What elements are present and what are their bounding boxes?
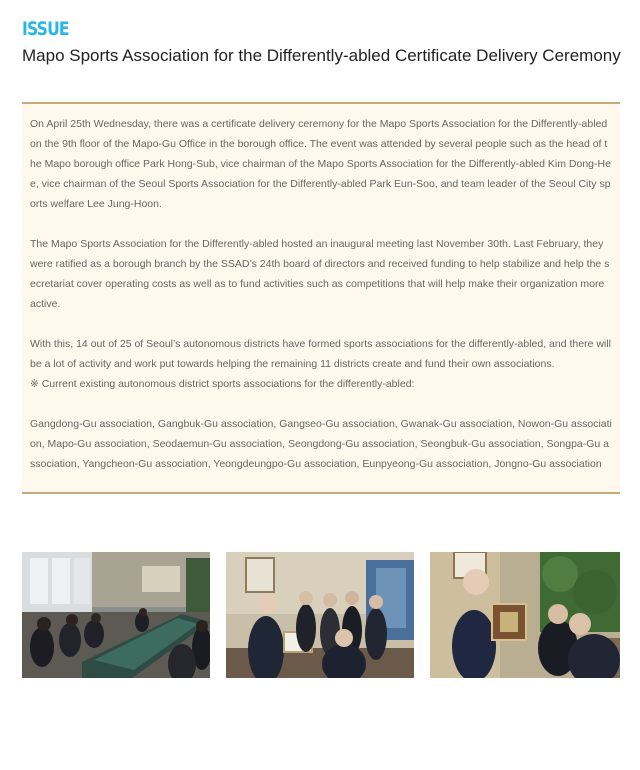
article-paragraph-3: With this, 14 out of 25 of Seoul’s autonomous districts have formed sports associations for the differently-abled, and there will be a lot of activity and work put towards helping the remaining 11 districts create and fund their own associations.	[30, 338, 611, 370]
district-list: Gangdong-Gu association, Gangbuk-Gu association, Gangseo-Gu association, Gwanak-Gu association, Nowon-Gu association, Mapo-Gu association, Seodaemun-Gu association, Seongdong-Gu association, Seongbuk-Gu association, Songpa-Gu association, Yangcheon-Gu association, Yeongdeungpo-Gu association, Eunpyeong-Gu association, Jongno-Gu association	[30, 418, 612, 470]
district-list-note: ※ Current existing autonomous district sports associations for the differently-abled:	[30, 378, 415, 390]
section-label: ISSUE	[22, 18, 69, 40]
article-title: Mapo Sports Association for the Differently-abled Certificate Delivery Ceremony	[22, 46, 621, 65]
article-paragraph-1: On April 25th Wednesday, there was a certificate delivery ceremony for the Mapo Sports Association for the Differently-abled on the 9th floor of the Mapo-Gu Office in the borough office. The event was attended by several people such as the head of the Mapo borough office Park Hong-Sub, vice chairman of the Mapo Sports Association for the Differently-abled Kim Dong-Hee, vice chairman of the Seoul Sports Association for the Differently-abled Park Eun-Soo, and team leader of the Seoul City sports welfare Lee Jung-Hoon.	[30, 118, 611, 210]
article-body	[22, 102, 620, 494]
article-paragraph-2: The Mapo Sports Association for the Differently-abled hosted an inaugural meeting last November 30th. Last February, they were ratified as a borough branch by the SSAD’s 24th board of directors and received funding to help stabilize and help the secretariat cover operating costs as well as to fund activities such as competitions that will help make their organization more active.	[30, 238, 610, 310]
ceremony-photo-group	[226, 552, 414, 678]
ceremony-photo-meeting-room	[22, 552, 210, 678]
ceremony-photo-plaque	[430, 552, 620, 678]
